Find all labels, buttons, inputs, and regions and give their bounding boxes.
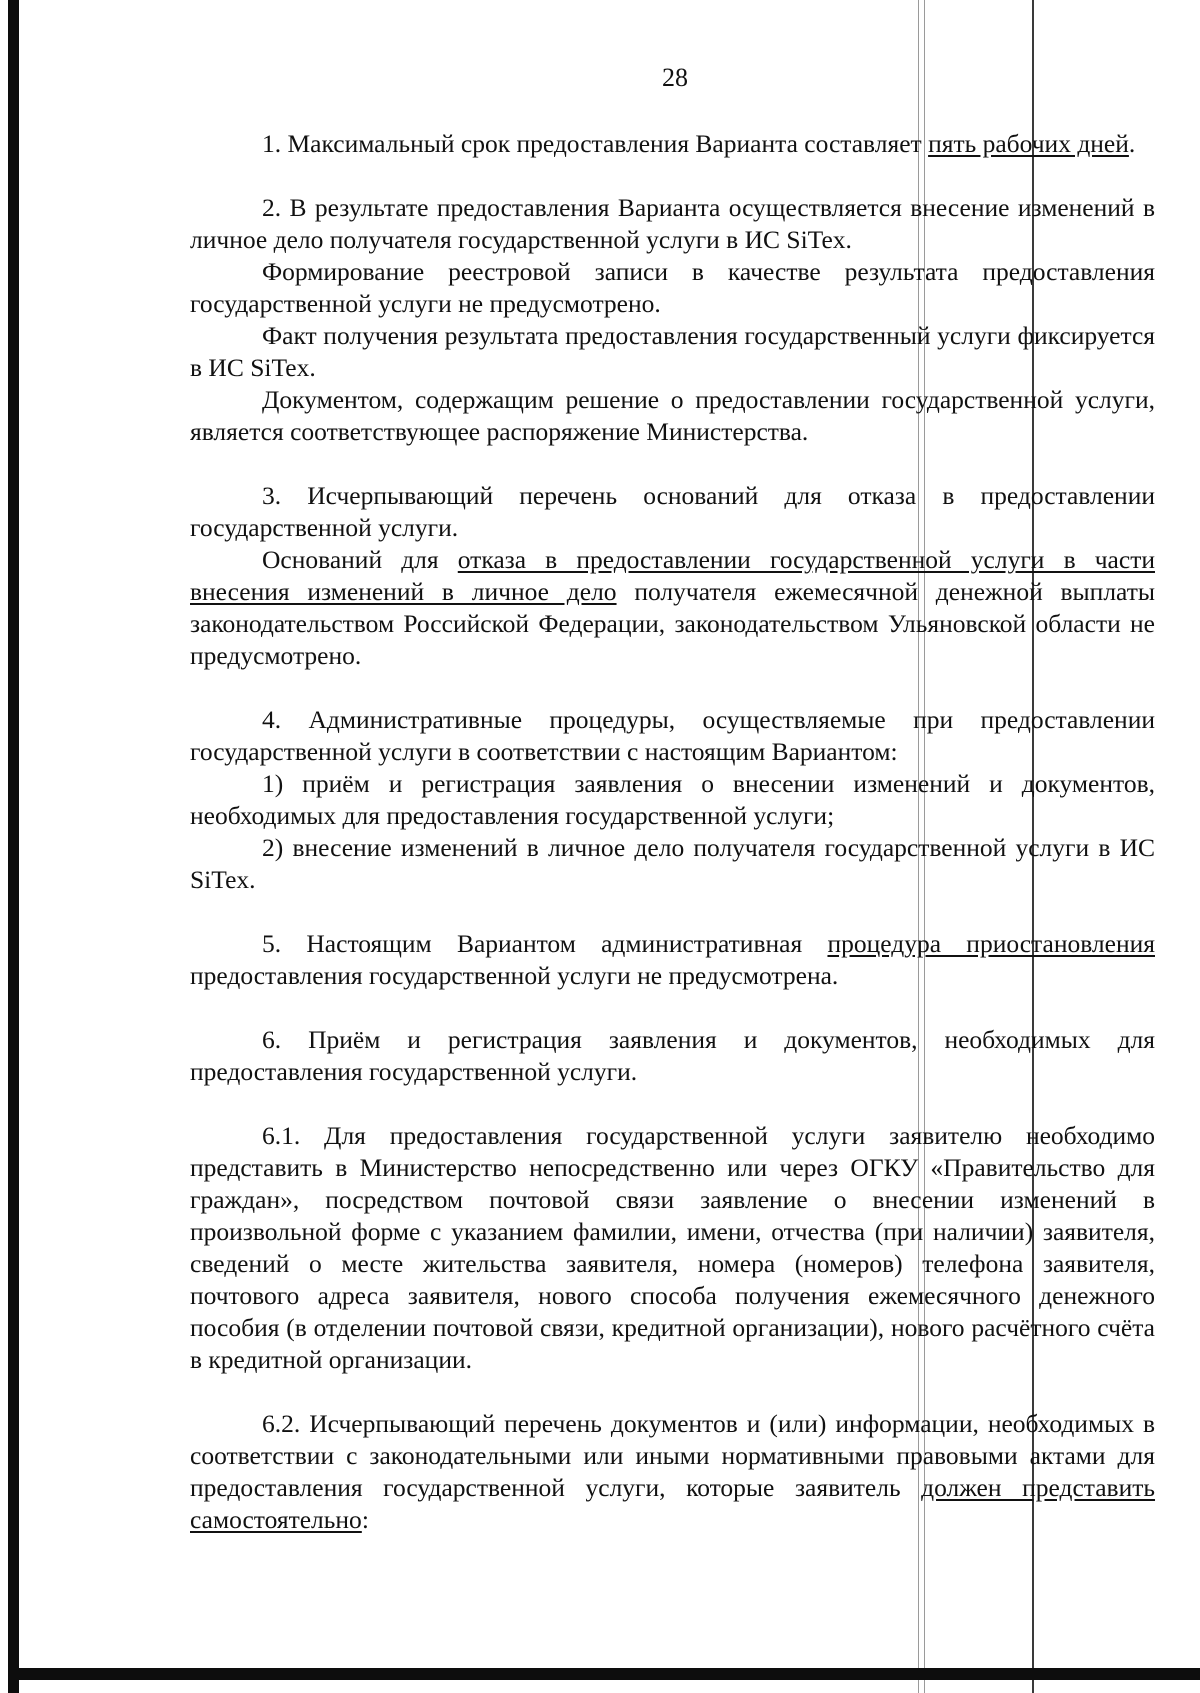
paragraph: 1) приём и регистрация заявления о внесении изменений и документов, необходимых для предоставления государственной услуги; — [190, 769, 1155, 830]
underlined-text: процедура приостановления — [827, 929, 1155, 958]
page-number: 28 — [662, 63, 688, 92]
underlined-text: отказа в предоставлении государственной услуги в части внесения изменений в личное дело — [190, 545, 1155, 606]
paragraph: 5. Настоящим Вариантом административная процедура приостановления предоставления государственной услуги не предусмотрена. — [190, 929, 1155, 990]
paragraph: 6. Приём и регистрация заявления и документов, необходимых для предоставления государственной услуги. — [190, 1025, 1155, 1086]
paragraph: Документом, содержащим решение о предоставлении государственной услуги, является соответствующее распоряжение Министерства. — [190, 385, 1155, 446]
underlined-text: пять рабочих дней — [928, 129, 1129, 158]
paragraph: Оснований для отказа в предоставлении государственной услуги в части внесения изменений в личное дело получателя ежемесячной денежной выплаты законодательством Российской Федерации, законодательством Ульяновской области не предусмотрено. — [190, 545, 1155, 670]
paragraph: 6.1. Для предоставления государственной услуги заявителю необходимо представить в Министерство непосредственно или через ОГКУ «Правительство для граждан», посредством почтовой связи заявление о внесении изменений в произвольной форме с указанием фамилии, имени, отчества (при наличии) заявителя, сведений о месте жительства заявителя, номера (номеров) телефона заявителя, почтового адреса заявителя, нового способа получения ежемесячного денежного пособия (в отделении почтовой связи, кредитной организации), нового расчётного счёта в кредитной организации. — [190, 1121, 1155, 1374]
paragraph: Формирование реестровой записи в качестве результата предоставления государственной услуги не предусмотрено. — [190, 257, 1155, 318]
scan-bottom-edge — [18, 1668, 1200, 1680]
underlined-text: должен представить самостоятельно — [190, 1473, 1156, 1534]
paragraph: 2. В результате предоставления Варианта осуществляется внесение изменений в личное дело получателя государственной услуги в ИС SiTex. — [190, 193, 1155, 254]
paragraph: Факт получения результата предоставления государственный услуги фиксируется в ИС SiTex. — [190, 321, 1155, 382]
scan-left-edge — [8, 0, 19, 1693]
paragraph: 3. Исчерпывающий перечень оснований для отказа в предоставлении государственной услуги. — [190, 481, 1155, 542]
document-body — [190, 128, 1155, 1536]
paragraph: 6.2. Исчерпывающий перечень документов и (или) информации, необходимых в соответствии с законодательными или иными нормативными правовыми актами для предоставления государственной услуги, которые заявитель должен представить самостоятельно: — [190, 1409, 1156, 1534]
paragraph: 2) внесение изменений в личное дело получателя государственной услуги в ИС SiTex. — [190, 833, 1155, 894]
paragraph: 1. Максимальный срок предоставления Варианта составляет пять рабочих дней. — [262, 129, 1136, 158]
paragraph: 4. Административные процедуры, осуществляемые при предоставлении государственной услуги в соответствии с настоящим Вариантом: — [190, 705, 1155, 766]
